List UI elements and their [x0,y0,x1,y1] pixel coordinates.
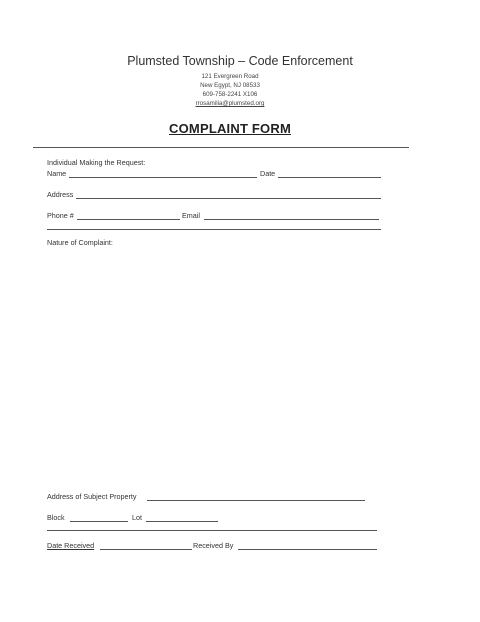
extra-contact-line[interactable] [47,229,381,230]
received-by-label: Received By [193,541,234,550]
nature-of-complaint-label: Nature of Complaint: [47,238,113,247]
date-label: Date [260,169,276,178]
office-use-divider [47,530,377,531]
name-field[interactable] [69,177,257,178]
date-received-field[interactable] [100,549,192,550]
date-received-label: Date Received [47,541,95,550]
subject-property-label: Address of Subject Property [47,492,137,501]
address-field[interactable] [76,198,381,199]
city-address: New Egypt, NJ 08533 [200,82,260,89]
requester-heading: Individual Making the Request: [47,158,146,167]
complaint-description-area[interactable] [47,250,381,486]
block-field[interactable] [70,521,128,522]
office-phone: 609-758-2241 X106 [202,91,258,98]
name-label: Name [47,169,67,178]
lot-label: Lot [132,513,142,522]
date-field[interactable] [278,177,381,178]
email-field[interactable] [204,219,379,220]
block-label: Block [47,513,65,522]
lot-field[interactable] [146,521,218,522]
office-email: rrosamilia@plumsted.org [195,100,265,107]
header-divider [33,147,409,148]
form-title: COMPLAINT FORM [169,121,291,136]
phone-field[interactable] [77,219,180,220]
received-by-field[interactable] [238,549,377,550]
address-label: Address [47,190,74,199]
organization-title: Plumsted Township – Code Enforcement [127,54,353,68]
email-label: Email [182,211,200,220]
street-address: 121 Evergreen Road [201,73,259,80]
subject-property-field[interactable] [147,500,365,501]
phone-label: Phone # [47,211,74,220]
